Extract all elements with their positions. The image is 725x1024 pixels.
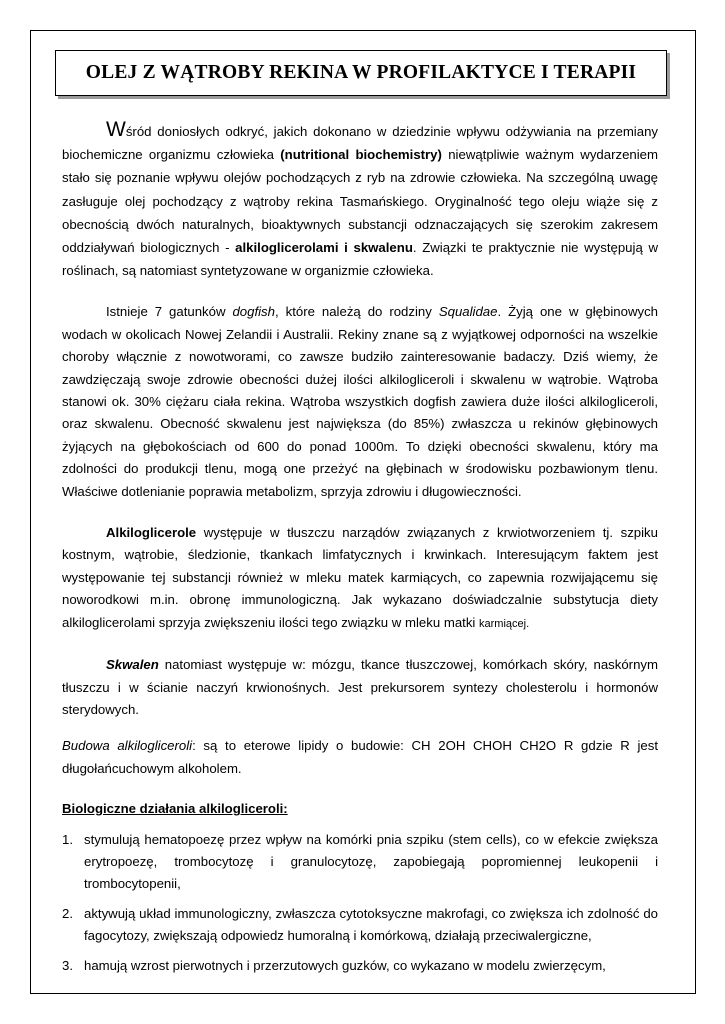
paragraph-budowa: Budowa alkilogliceroli: są to eterowe lipidy o budowie: CH 2OH CHOH CH2O R gdzie R jest długołańcuchowym alkoholem. xyxy=(62,738,658,776)
title-box xyxy=(55,50,667,96)
drop-cap: W xyxy=(106,118,126,141)
paragraph-dogfish: Istnieje 7 gatunków dogfish, które należą do rodziny Squalidae. Żyją one w głębinowych wodach w okolicach Nowej Zelandii i Australii. Rekiny znane są z wyjątkowej odporności na wszelkie choroby włącznie z nowotworami, co zawsze budziło zainteresowanie badaczy. Dziś wiemy, że zawdzięczają swoje zdrowie obecności dużej ilości alkilogliceroli i skwalenu w wątrobie. Wątroba stanowi ok. 30% ciężaru ciała rekina. Wątroba wszystkich dogfish zawiera duże ilości alkilogliceroli, oraz skwalenu. Obecność skwalenu jest największa (do 85%) zwłaszcza u rekinów głębinowych żyjących na głębokościach od 600 do ponad 1000m. To dzięki obecności skwalenu, który ma zdolności do produkcji tlenu, mogą one przeżyć na głębinach w środowisku pozbawionym tlenu. Właściwe dotlenianie poprawia metabolizm, sprzyja zdrowiu i długowieczności. xyxy=(62,304,658,499)
list-item: 1. stymulują hematopoezę przez wpływ na komórki pnia szpiku (stem cells), co w efekcie zwiększa erytropoezę, trombocytozę i granulocytozę, zapobiegają popromiennej leukopenii i trombocytopenii, xyxy=(62,831,658,892)
document-body xyxy=(62,118,658,984)
section-heading: Biologiczne działania alkilogliceroli: xyxy=(62,801,288,817)
list-item: 2. aktywują układ immunologiczny, zwłaszcza cytotoksyczne makrofagi, co zwiększa ich zdolność do fagocytozy, zwiększają odpowiedz humoralną i komórkową, działają przeciwalergiczne, xyxy=(62,905,658,944)
list-item: 3. hamują wzrost pierwotnych i przerzutowych guzków, co wykazano w modelu zwierzęcym, xyxy=(62,957,606,973)
document-title: OLEJ Z WĄTROBY REKINA W PROFILAKTYCE I TERAPII xyxy=(85,62,637,83)
paragraph-intro: Wśród doniosłych odkryć, jakich dokonano w dziedzinie wpływu odżywiania na przemiany biochemiczne organizmu człowieka (nutritional biochemistry) niewątpliwie ważnym wydarzeniem stało się poznanie wpływu olejów pochodzących z ryb na zdrowie człowieka. Na szczególną uwagę zasługuje olej pochodzący z wątroby rekina Tasmańskiego. Oryginalność tego oleju wiąże się z obecnością dwóch naturalnych, bioaktywnych substancji odznaczających się szerokim zakresem oddziaływań biologicznych - alkiloglicerolami i skwalenu. Związki te praktycznie nie występują w roślinach, są natomiast syntetyzowane w organizmie człowieka. xyxy=(62,118,658,279)
benefits-list xyxy=(62,829,658,977)
paragraph-skwalen: Skwalen natomiast występuje w: mózgu, tkance tłuszczowej, komórkach skóry, naskórnym tłuszczu i w ścianie naczyń krwionośnych. Jest prekursorem syntezy cholesterolu i hormonów sterydowych. xyxy=(62,657,658,717)
paragraph-alkiloglicerole: Alkiloglicerole występuje w tłuszczu narządów związanych z krwiotworzeniem tj. szpiku kostnym, wątrobie, śledzionie, tkankach limfatycznych i krwinkach. Interesującym faktem jest występowanie tej substancji również w mleku matek karmiących, co zapewnia rozwijającemu się noworodkowi m.in. obronę immunologiczną. Jak wykazano doświadczalnie substytucja diety alkiloglicerolami sprzyja zwiększeniu ilości tego związku w mleku matki karmiącej. xyxy=(62,525,658,630)
